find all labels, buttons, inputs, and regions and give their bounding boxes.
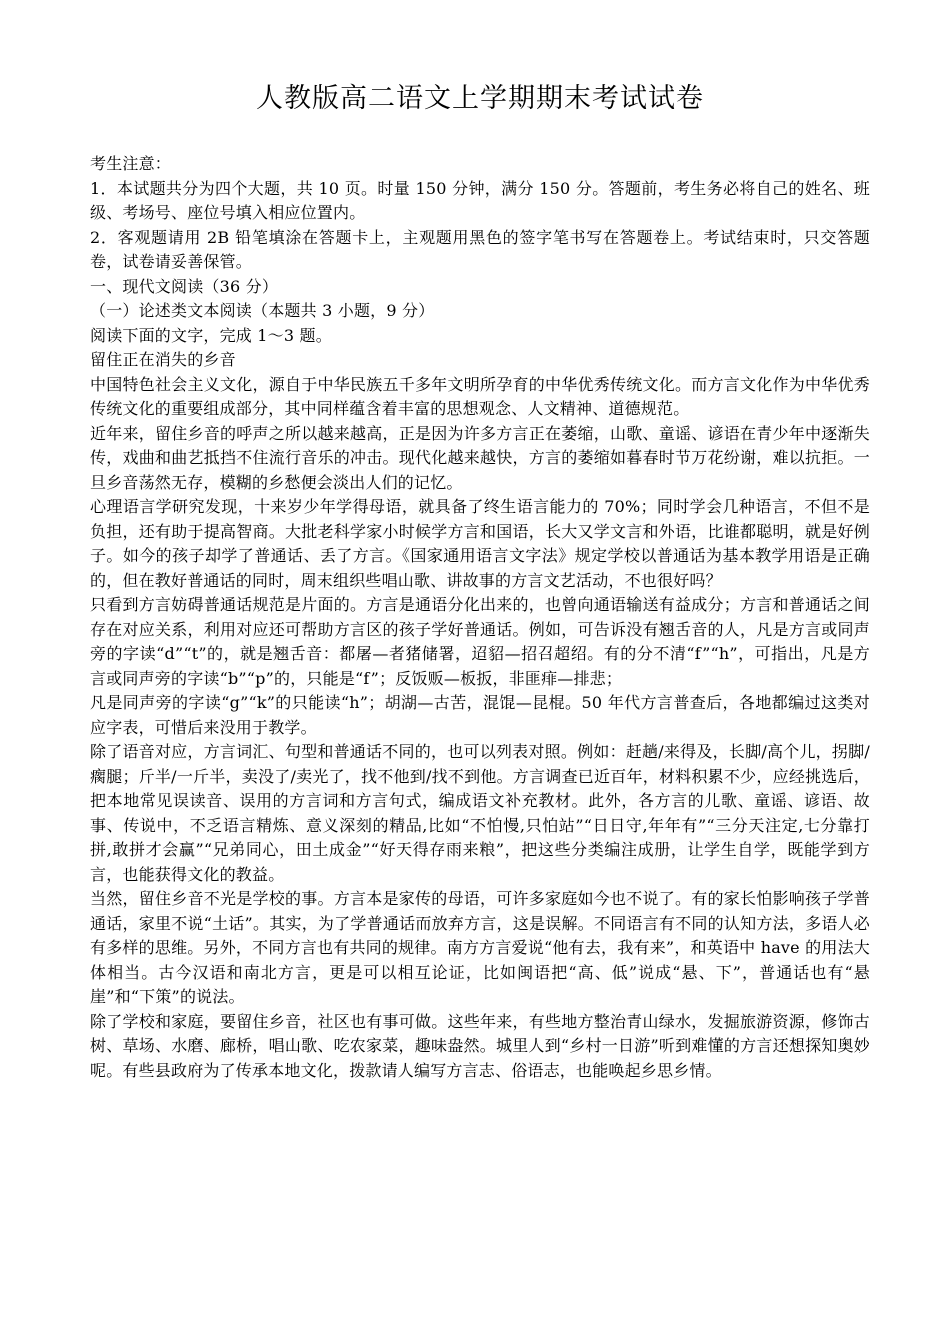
section-heading: 一、现代文阅读（36 分） <box>90 276 279 296</box>
article-paragraph-1: 中国特色社会主义文化，源自于中华民族五千多年文明所孕育的中华优秀传统文化。而方言文化作为中华优秀传统文化的重要组成部分，其中同样蕴含着丰富的思想观念、人文精神、道德规范。 <box>90 374 870 418</box>
article-paragraph-5: 凡是同声旁的字读“g”“k”的只能读“h”；胡湖—古苦，混馄—昆棍。50 年代方言普查后，各地都编过这类对应字表，可惜后来没用于教学。 <box>90 693 870 737</box>
notice-item-1: 1．本试题共分为四个大题，共 10 页。时量 150 分钟，满分 150 分。答题前，考生务必将自己的姓名、班级、考场号、座位号填入相应位置内。 <box>90 178 870 222</box>
article-paragraph-7: 当然，留住乡音不光是学校的事。方言本是家传的母语，可许多家庭如今也不说了。有的家长怕影响孩子学普通话，家里不说“土话”。其实，为了学普通话而放弃方言，这是误解。不同语言有不同的认知方法，多语人必有多样的思维。另外，不同方言也有共同的规律。南方方言爱说“他有去，我有来”，和英语中 have 的用法大体相当。古今汉语和南北方言，更是可以相互论证，比如闽语把“高、低”说成“悬、下”，普通话也有“悬崖”和“下策”的说法。 <box>90 889 870 1006</box>
reading-instruction: 阅读下面的文字，完成 1～3 题。 <box>90 325 332 345</box>
article-paragraph-2: 近年来，留住乡音的呼声之所以越来越高，正是因为许多方言正在萎缩，山歌、童谣、谚语在青少年中逐渐失传，戏曲和曲艺抵挡不住流行音乐的冲击。现代化越来越快，方言的萎缩如暮春时节万花纷谢，难以抗拒。一旦乡音荡然无存，模糊的乡愁便会淡出人们的记忆。 <box>90 423 870 492</box>
subsection-heading: （一）论述类文本阅读（本题共 3 小题，9 分） <box>90 301 435 320</box>
exam-page <box>90 80 870 1083</box>
article-paragraph-6: 除了语音对应，方言词汇、句型和普通话不同的，也可以列表对照。例如：赶趟/来得及，长脚/高个儿，拐脚/瘸腿；斤半/一斤半，卖没了/卖光了，找不他到/找不到他。方言调查已近百年，材料积累不少，应经挑选后，把本地常见误读音、误用的方言词和方言句式，编成语文补充教材。此外，各方言的儿歌、童谣、谚语、故事、传说中，不乏语言精炼、意义深刻的精品,比如“不怕慢,只怕站”“日日守,年年有”“三分天注定,七分靠打拼,敢拼才会赢”“兄弟同心，田土成金”“好天得存雨来粮”，把这些分类编注成册，让学生自学，既能学到方言，也能获得文化的教益。 <box>90 742 870 884</box>
article-paragraph-3: 心理语言学研究发现，十来岁少年学得母语，就具备了终生语言能力的 70%；同时学会几种语言，不但不是负担，还有助于提高智商。大批老科学家小时候学方言和国语，长大又学文言和外语，比谁都聪明，就是好例子。如今的孩子却学了普通话、丢了方言。《国家通用语言文字法》规定学校以普通话为基本教学用语是正确的，但在教好普通话的同时，周末组织些唱山歌、讲故事的方言文艺活动，不也很好吗？ <box>90 497 870 590</box>
notice-heading: 考生注意： <box>90 154 172 173</box>
article-paragraph-8: 除了学校和家庭，要留住乡音，社区也有事可做。这些年来，有些地方整治青山绿水，发掘旅游资源，修饰古树、草场、水磨、廊桥，唱山歌、吃农家菜，趣味盎然。城里人到“乡村一日游”听到难懂的方言还想探知奥妙呢。有些县政府为了传承本地文化，拨款请人编写方言志、俗语志，也能唤起乡思乡情。 <box>90 1011 870 1080</box>
document-title: 人教版高二语文上学期期末考试试卷 <box>256 83 704 114</box>
article-paragraph-4: 只看到方言妨碍普通话规范是片面的。方言是通语分化出来的，也曾向通语输送有益成分；方言和普通话之间存在对应关系，利用对应还可帮助方言区的孩子学好普通话。例如，可告诉没有翘舌音的人，凡是方言或同声旁的字读“d”“t”的，就是翘舌音：都屠—者猪储署，迢貂—招召超绍。有的分不清“f”“h”，可指出，凡是方言或同声旁的字读“b”“p”的，只能是“f”；反饭贩—板扳，非匪痱—排悲； <box>90 595 870 688</box>
notice-item-2: 2．客观题请用 2B 铅笔填涂在答题卡上，主观题用黑色的签字笔书写在答题卷上。考试结束时，只交答题卷，试卷请妥善保管。 <box>90 227 870 271</box>
article-title: 留住正在消失的乡音 <box>90 350 236 369</box>
